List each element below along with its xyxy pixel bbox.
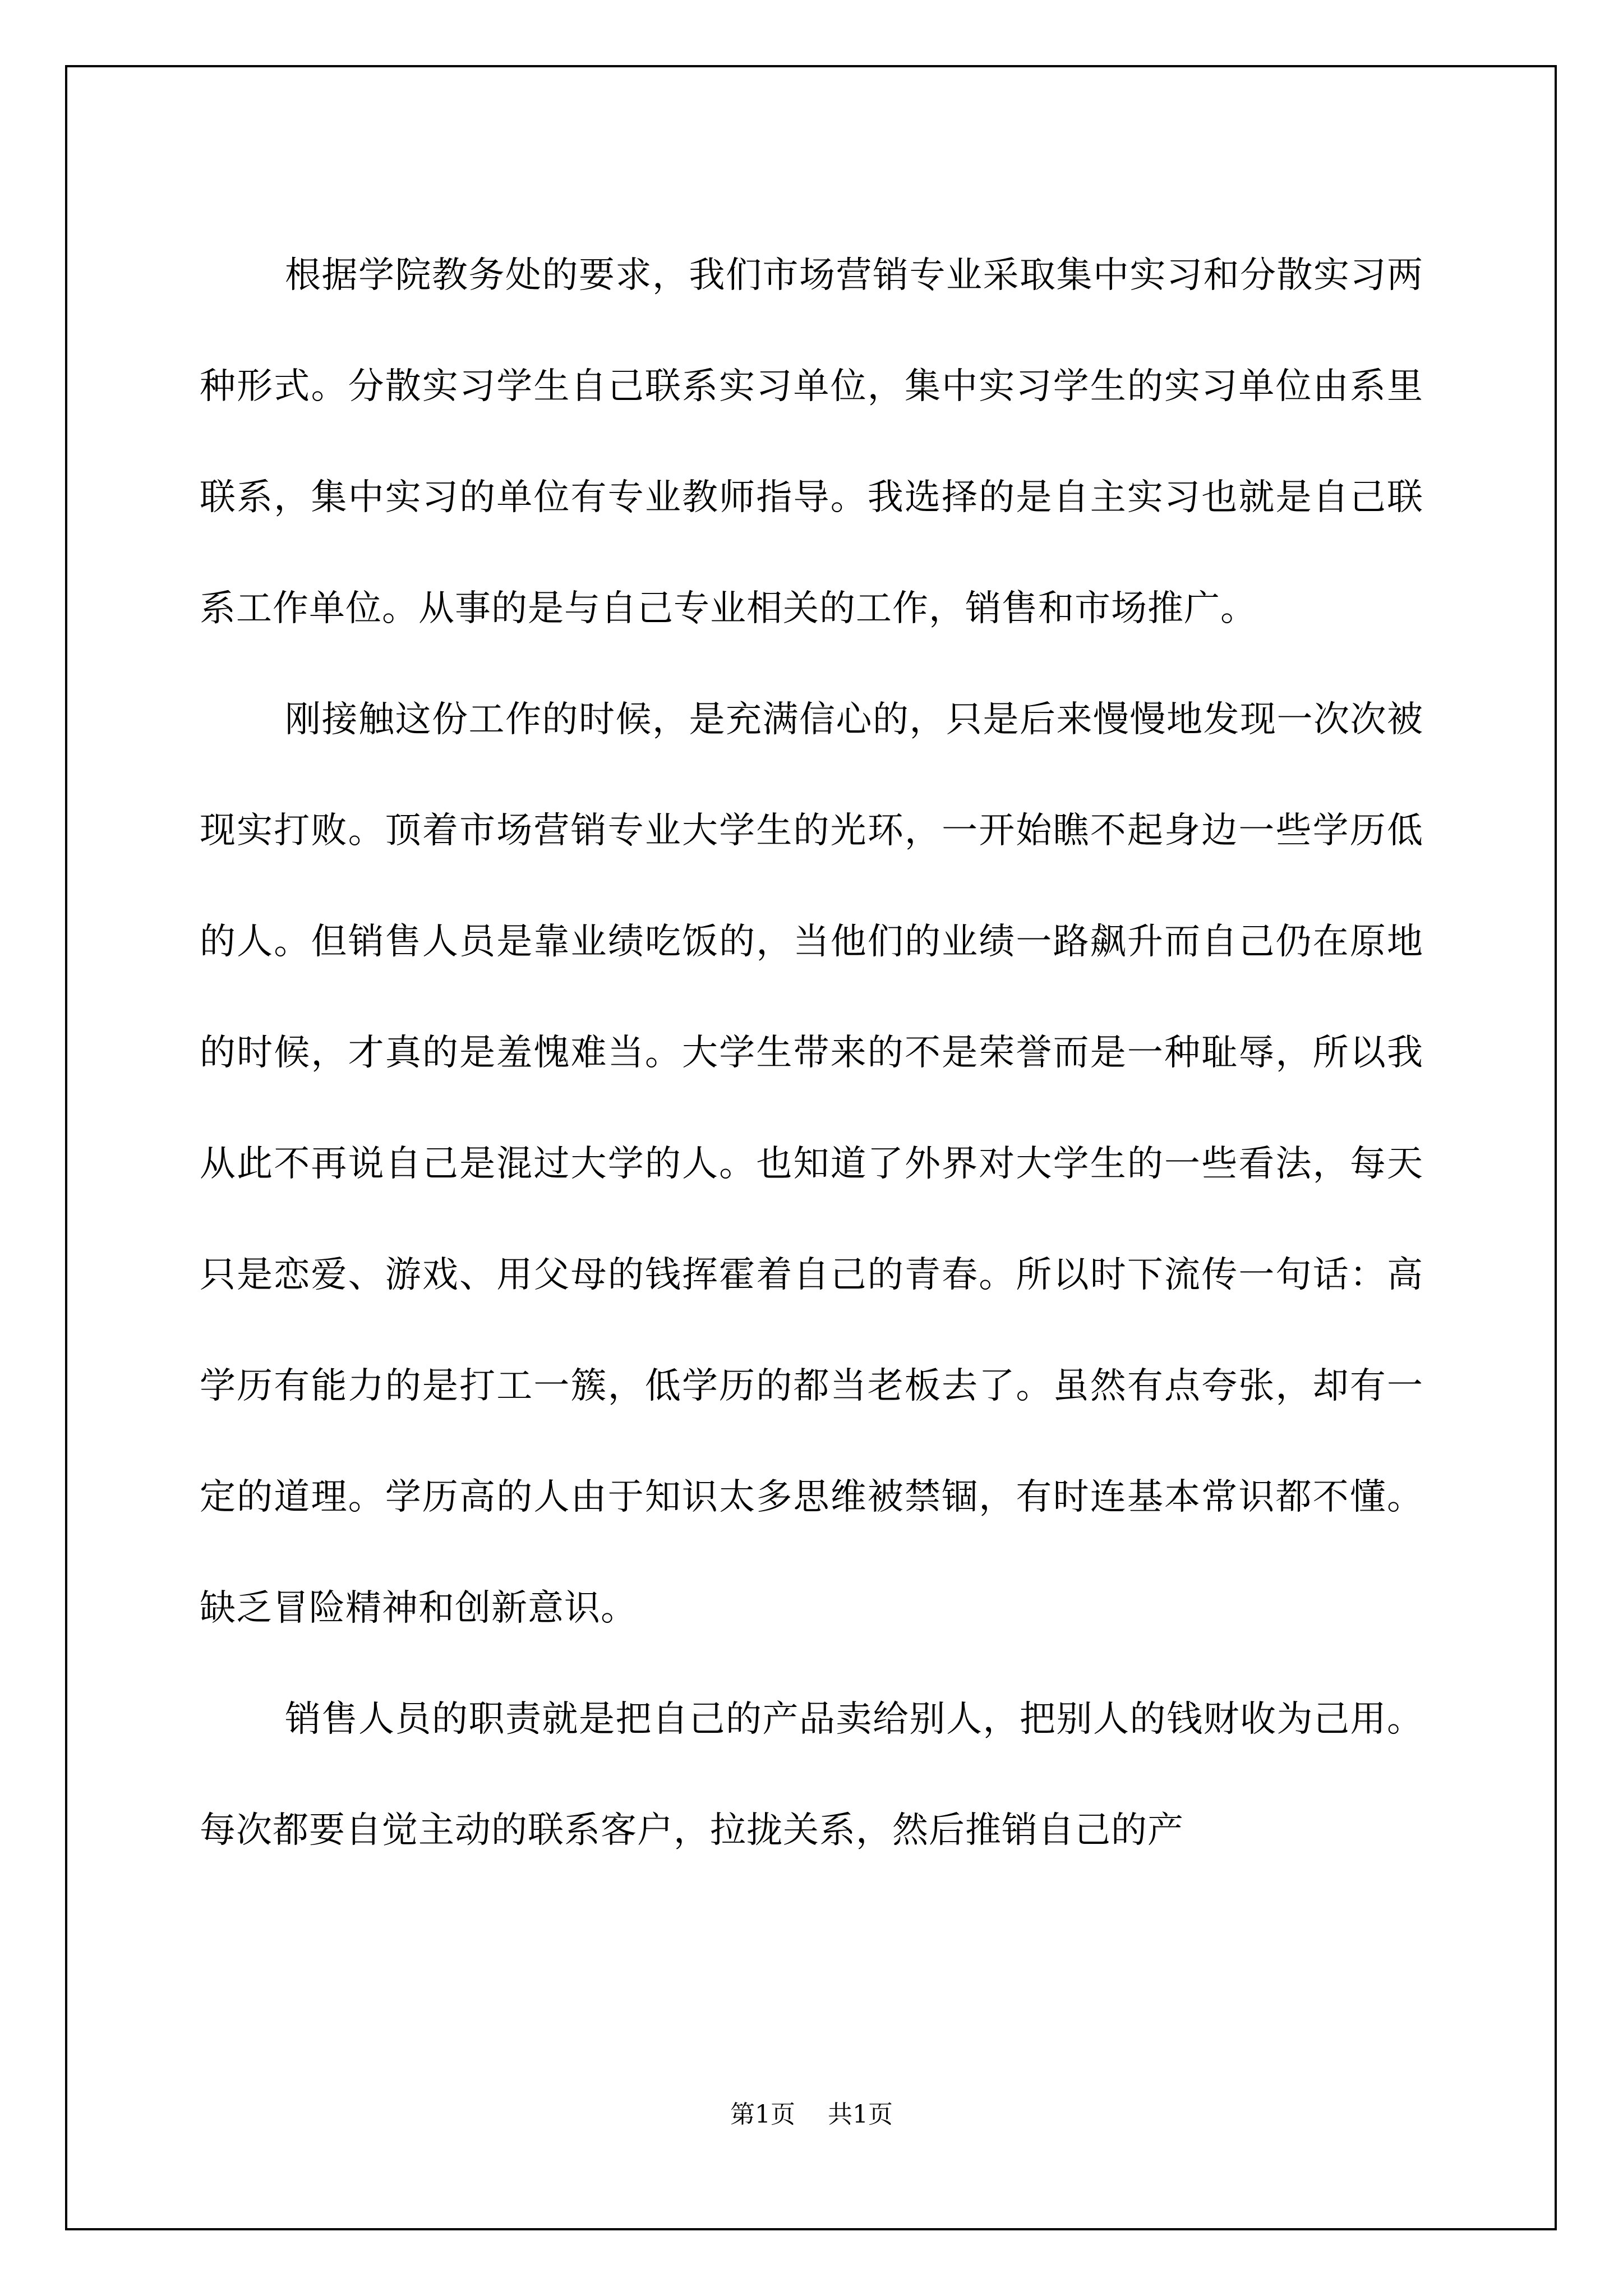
page-number-current: 第1页: [730, 2100, 795, 2129]
paragraph: 刚接触这份工作的时候，是充满信心的，只是后来慢慢地发现一次次被现实打败。顶着市场营销专业大学生的光环，一开始瞧不起身边一些学历低的人。但销售人员是靠业绩吃饭的，当他们的业绩一路飙升而自己仍在原地的时候，才真的是羞愧难当。大学生带来的不是荣誉而是一种耻辱，所以我从此不再说自己是混过大学的人。也知道了外界对大学生的一些看法，每天只是恋爱、游戏、用父母的钱挥霍着自己的青春。所以时下流传一句话：高学历有能力的是打工一簇，低学历的都当老板去了。虽然有点夸张，却有一定的道理。学历高的人由于知识太多思维被禁锢，有时连基本常识都不懂。缺乏冒险精神和创新意识。: [200, 699, 1423, 1629]
page-number-total: 共1页: [828, 2100, 893, 2129]
document-body: [200, 220, 1423, 1886]
page-footer: [0, 2099, 1623, 2131]
paragraph: 销售人员的职责就是把自己的产品卖给别人，把别人的钱财收为己用。每次都要自觉主动的联系客户，拉拢关系，然后推销自己的产: [200, 1699, 1423, 1851]
paragraph: 根据学院教务处的要求，我们市场营销专业采取集中实习和分散实习两种形式。分散实习学生自己联系实习单位，集中实习学生的实习单位由系里联系，集中实习的单位有专业教师指导。我选择的是自主实习也就是自己联系工作单位。从事的是与自己专业相关的工作，销售和市场推广。: [200, 255, 1423, 629]
